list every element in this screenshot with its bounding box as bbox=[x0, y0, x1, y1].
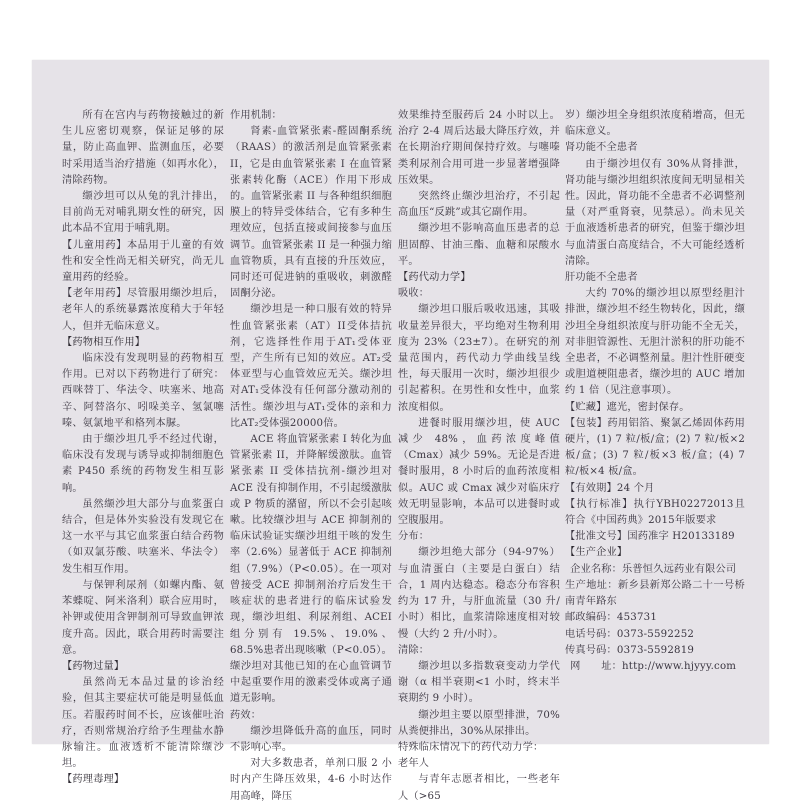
paragraph: 临床没有发现明显的药物相互作用。已对以下药物进行了研究：西咪替丁、华法令、呋塞米、地高辛、阿替洛尔、吲哚美辛、氢氯噻嗪、氨氯地平和格列本脲。 bbox=[62, 353, 224, 429]
paragraph: 缬沙坦以多指数衰变动力学代谢（α 相半衰期<1 小时，终末半衰期约 9 小时）。 bbox=[398, 660, 560, 705]
label-special-populations: 特殊临床情况下的药代动力学： bbox=[398, 741, 544, 753]
paragraph: 缬沙坦不影响高血压患者的总胆固醇、甘油三酯、血糖和尿酸水平。 bbox=[398, 223, 560, 267]
heading-overdose: 【药物过量】 bbox=[62, 660, 125, 672]
paragraph: 缬沙坦是一种口服有效的特异性血管紧张素（AT）II受体拮抗剂，它选择性作用于AT₁受体亚型，产生所有已知的效应。AT₂受体亚型与心血管效应无关。缬沙坦对AT₁受体没有任何部分激动剂的活性。缬沙坦与AT₁受体的亲和力比AT₂受体强20000倍。 bbox=[230, 304, 392, 429]
postal-code: 邮政编码：453731 bbox=[565, 612, 658, 624]
paragraph: 虽然缬沙坦大部分与血浆蛋白结合，但是体外实验没有发现它在这一水平与其它血浆蛋白结合药物（如双氯芬酸、呋塞米、华法令）发生相互作用。 bbox=[62, 498, 224, 575]
paragraph: ACE 将血管紧张素 I 转化为血管紧张素 II，并降解缓激肽。血管紧张素 II 受体拮抗剂-缬沙坦对 ACE 没有抑制作用，不引起缓激肽或 P 物质的潴留，所以不会引起咳嗽。比较缬沙坦与 ACE 抑制剂的临床试验证实缬沙坦组干咳的发生率（2.6%）显著低于 ACE 抑制剂组（7.9%）（P<0.05）。在一项对曾接受 ACE 抑制剂治疗后发生干咳症状的患者进行的临床试验发现，缬沙坦组、利尿剂组、ACEI 组分别有 19.5%、19.0%、68.5%患者出现咳嗽（P<0.05）。缬沙坦对其他已知的在心血管调节中起重要作用的激素受体或离子通道无影响。 bbox=[230, 434, 392, 705]
paragraph: 进餐时服用缬沙坦，使 AUC 减少 48%，血药浓度峰值（Cmax）减少 59%。无论是否进餐时服用，8 小时后的血药浓度相似。AUC 或 Cmax 减少对临床疗效无明显影响，本品可以进餐时或空腹服用。 bbox=[398, 417, 560, 527]
section-shelf-life: 【有效期】24 个月 bbox=[565, 482, 655, 494]
column-3 bbox=[398, 108, 560, 805]
heading-pharmacokinetics: 【药代动力学】 bbox=[398, 272, 471, 284]
paragraph: 虽然尚无本品过量的诊治经验，但其主要症状可能是明显低血压。若服药时间不长，应该催吐治疗，否则常规治疗给予生理盐水静脉输注。血液透析不能清除缬沙坦。 bbox=[62, 677, 224, 770]
manufacturer-name: 企业名称：乐普恒久远药业有限公司 bbox=[570, 563, 737, 575]
label-efficacy: 药效： bbox=[230, 709, 262, 721]
label-distribution: 分布： bbox=[398, 531, 430, 543]
label-renal-impairment: 肾功能不全患者 bbox=[565, 142, 638, 154]
paragraph: 对大多数患者，单剂口服 2 小时内产生降压效果，4-6 小时达作用高峰，降压 bbox=[230, 758, 392, 802]
paragraph: 与青年志愿者相比，一些老年人（>65 bbox=[398, 774, 560, 802]
manufacturer-address: 生产地址：新乡县新郑公路二十一号桥南青年路东 bbox=[565, 579, 745, 608]
paragraph-continued: 岁）缬沙坦全身组织浓度稍增高，但无临床意义。 bbox=[565, 110, 745, 138]
section-packaging: 【包装】药用铝箔、聚氯乙烯固体药用硬片，(1) 7 粒/板/盒；(2) 7 粒/板×2 板/盒；(3) 7 粒/板×3 板/盒；(4) 7 粒/板×4 板/盒。 bbox=[565, 417, 745, 478]
section-standard: 【执行标准】执行YBH02272013且符合《中国药典》2015年版要求 bbox=[565, 498, 745, 527]
website: 网 址：http://www.hjyyy.com bbox=[570, 660, 737, 672]
heading-manufacturer: 【生产企业】 bbox=[565, 547, 628, 559]
section-pediatric-use: 【儿童用药】本品用于儿童的有效性和安全性尚无相关研究，尚无儿童用药的经验。 bbox=[62, 239, 224, 284]
label-hepatic-impairment: 肝功能不全患者 bbox=[565, 272, 638, 284]
label-absorption: 吸收： bbox=[398, 288, 430, 300]
paragraph: 突然终止缬沙坦治疗，不引起高血压“反跳”或其它副作用。 bbox=[398, 191, 560, 219]
paragraph: 与保钾利尿剂（如螺内酯、氨苯蝶啶、阿米洛利）联合应用时，补钾或使用含钾制剂可导致血钾浓度升高。因此，联合用药时需要注意。 bbox=[62, 579, 224, 656]
column-4 bbox=[565, 108, 745, 675]
heading-drug-interactions: 【药物相互作用】 bbox=[62, 336, 146, 348]
paragraph-continued: 效果维持至服药后 24 小时以上。治疗 2-4 周后达最大降压疗效，并在长期治疗期间保持疗效。与噻嗪类利尿剂合用可进一步显著增强降压效果。 bbox=[398, 110, 560, 186]
paragraph: 缬沙坦口服后吸收迅速，其吸收量差异很大，平均绝对生物利用度为 23%（23±7）。在研究的剂量范围内，药代动力学曲线呈线性，每天服用一次时，缬沙坦很少引起蓄积。在男性和女性中，血浆浓度相似。 bbox=[398, 304, 560, 413]
paragraph: 大约 70%的缬沙坦以原型经胆汁排泄，缬沙坦不经生物转化，因此，缬沙坦全身组织浓度与肝功能不全无关，对非胆管源性、无胆汁淤积的肝功能不全患者，不必调整剂量。胆汁性肝硬变或胆道梗阻患者，缬沙坦的 AUC 增加约 1 倍（见注意事项）。 bbox=[565, 288, 745, 397]
paragraph: 缬沙坦绝大部分（94-97%）与血清蛋白（主要是白蛋白）结合，1 周内达稳态。稳态分布容积约为 17 升，与肝血流量（30 升/小时）相比，血浆清除速度相对较慢（大约 2 升/小时）。 bbox=[398, 547, 560, 640]
label-mechanism: 作用机制： bbox=[230, 110, 282, 121]
fax-number: 传真号码：0373-5592819 bbox=[565, 644, 695, 656]
section-approval-number: 【批准文号】国药准字 H20133189 bbox=[565, 531, 735, 543]
paragraph: 所有在宫内与药物接触过的新生儿应密切观察，保证足够的尿量，防止高血钾、监测血压，必要时采用适当治疗措施（如再水化），清除药物。 bbox=[62, 110, 224, 186]
column-2 bbox=[230, 108, 392, 805]
paragraph: 缬沙坦可以从兔的乳汁排出，目前尚无对哺乳期女性的研究，因此本品不宜用于哺乳期。 bbox=[62, 191, 224, 235]
paragraph: 由于缬沙坦几乎不经过代谢，临床没有发现与诱导或抑制细胞色素 P450 系统的药物发生相互影响。 bbox=[62, 434, 224, 494]
section-storage: 【贮藏】遮光，密封保存。 bbox=[565, 401, 690, 413]
paragraph: 缬沙坦主要以原型排泄，70%从粪便排出，30%从尿排出。 bbox=[398, 709, 560, 737]
section-geriatric-use: 【老年用药】尽管服用缬沙坦后，老年人的系统暴露浓度稍大于年轻人，但并无临床意义。 bbox=[62, 288, 224, 332]
label-elderly: 老年人 bbox=[398, 758, 430, 770]
paragraph: 肾素-血管紧张素-醛固酮系统（RAAS）的激活剂是血管紧张素 II，它是由血管紧张素 I 在血管紧张素转化酶（ACE）作用下形成的。血管紧张素 II 与各种组织细胞膜上的特异受体结合，它有多种生理效应，包括直接或间接参与血压调节。血管紧张素 II 是一种强力缩血管物质，具有直接的升压效应，同时还可促进钠的重吸收，刺激醛固酮分泌。 bbox=[230, 126, 392, 300]
phone-number: 电话号码：0373-5592252 bbox=[565, 628, 695, 640]
column-1 bbox=[62, 108, 224, 789]
label-elimination: 清除： bbox=[398, 644, 430, 656]
heading-pharmacology-toxicology: 【药理毒理】 bbox=[62, 774, 125, 786]
paragraph: 由于缬沙坦仅有 30%从肾排泄，肾功能与缬沙坦组织浓度间无明显相关性。因此，肾功能不全患者不必调整剂量（对严重肾衰，见禁忌）。尚未见关于血液透析患者的研究，但鉴于缬沙坦与血清蛋白高度结合，不大可能经透析清除。 bbox=[565, 158, 745, 267]
paragraph: 缬沙坦降低升高的血压，同时不影响心率。 bbox=[230, 725, 392, 753]
